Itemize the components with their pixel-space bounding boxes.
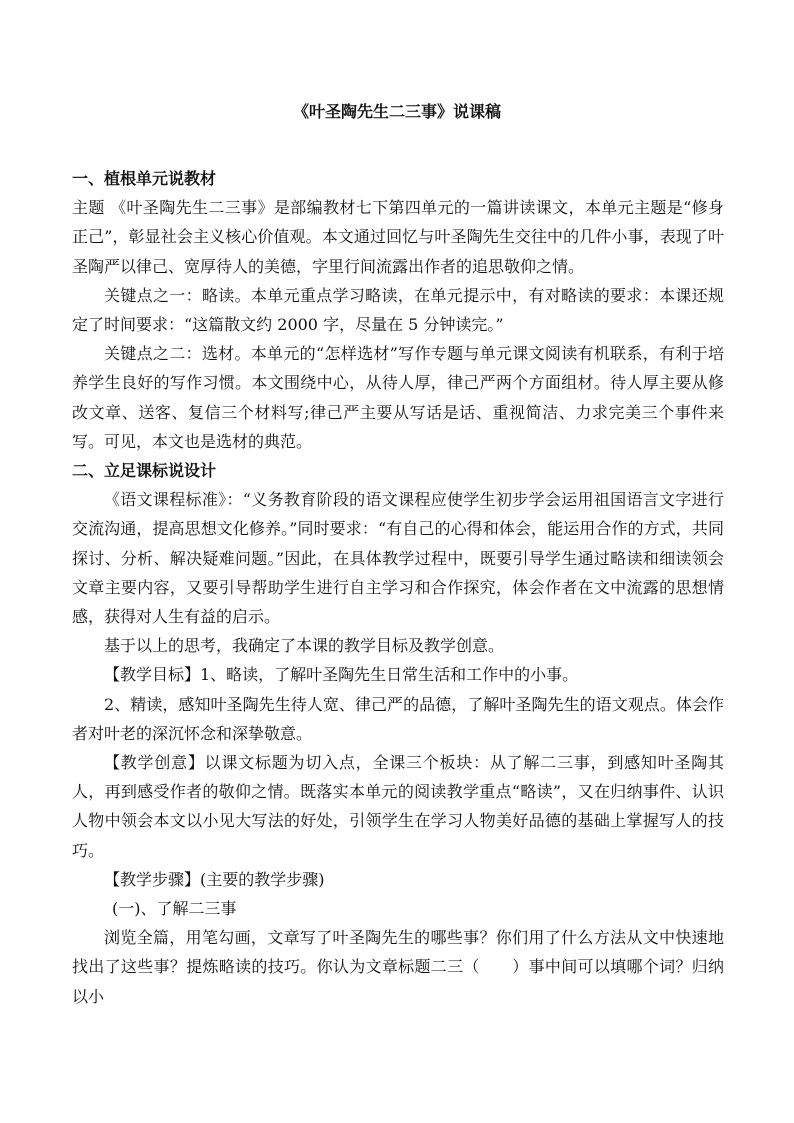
paragraph-thinking: 基于以上的思考，我确定了本课的教学目标及教学创意。 xyxy=(104,636,505,656)
paragraph-theme: 主题 《叶圣陶先生二三事》是部编教材七下第四单元的一篇讲读课文，本单元主题是“修身正己”，彰显社会主义核心价值观。本文通过回忆与叶圣陶先生交往中的几件小事，表现了叶圣陶严以律己、宽厚待人的美德，字里行间流露出作者的追思敬仰之情。 xyxy=(72,198,724,276)
paragraph-key-point-1: 关键点之一：略读。本单元重点学习略读，在单元提示中，有对略读的要求：本课还规定了时间要求：“这篇散文约 2000 字，尽量在 5 分钟读完。” xyxy=(72,285,724,335)
paragraph-curriculum-standard: 《语文课程标准》：“义务教育阶段的语文课程应使学生初步学会运用祖国语言文字进行交流沟通，提高思想文化修养。”同时要求：“有自己的心得和体会，能运用合作的方式，共同探讨、分析、解决疑难问题。”因此，在具体教学过程中，既要引导学生通过略读和细读领会文章主要内容，又要引导帮助学生进行自主学习和合作探究，体会作者在文中流露的思想情感，获得对人生有益的启示。 xyxy=(72,490,724,627)
paragraph-key-point-2: 关键点之二：选材。本单元的“怎样选材”写作专题与单元课文阅读有机联系，有利于培养学生良好的写作习惯。本文围绕中心，从待人厚，律己严两个方面组材。待人厚主要从修改文章、送客、复信三个材料写;律己严主要从写话是话、重视简洁、力求完美三个事件来写。可见，本文也是选材的典范。 xyxy=(72,344,724,451)
document-body xyxy=(72,164,724,1011)
paragraph-teaching-steps: 【教学步骤】(主要的教学步骤) xyxy=(104,869,325,889)
paragraph-step-1-body: 浏览全篇，用笔勾画，文章写了叶圣陶先生的哪些事？你们用了什么方法从文中快速地找出了这些事？提炼略读的技巧。你认为文章标题二三（ ）事中间可以填哪个词？归纳以小 xyxy=(72,928,724,1006)
document-title: 《叶圣陶先生二三事》说课稿 xyxy=(292,102,501,121)
section-heading-1: 一、植根单元说教材 xyxy=(72,169,217,188)
paragraph-step-1-heading: (一)、了解二三事 xyxy=(112,899,237,919)
section-heading-2: 二、立足课标说设计 xyxy=(72,461,217,481)
paragraph-teaching-goal-2: 2、精读，感知叶圣陶先生待人宽、律己严的品德，了解叶圣陶先生的语文观点。体会作者对叶老的深沉怀念和深挚敬意。 xyxy=(72,694,724,743)
paragraph-teaching-goal-1: 【教学目标】1、略读，了解叶圣陶先生日常生活和工作中的小事。 xyxy=(104,665,579,685)
paragraph-teaching-idea: 【教学创意】以课文标题为切入点，全课三个板块：从了解二三事，到感知叶圣陶其人，再到感受作者的敬仰之情。既落实本单元的阅读教学重点“略读”，又在归纳事件、认识人物中领会本文以小见大写法的好处，引领学生在学习人物美好品德的基础上掌握写人的技巧。 xyxy=(72,753,724,860)
